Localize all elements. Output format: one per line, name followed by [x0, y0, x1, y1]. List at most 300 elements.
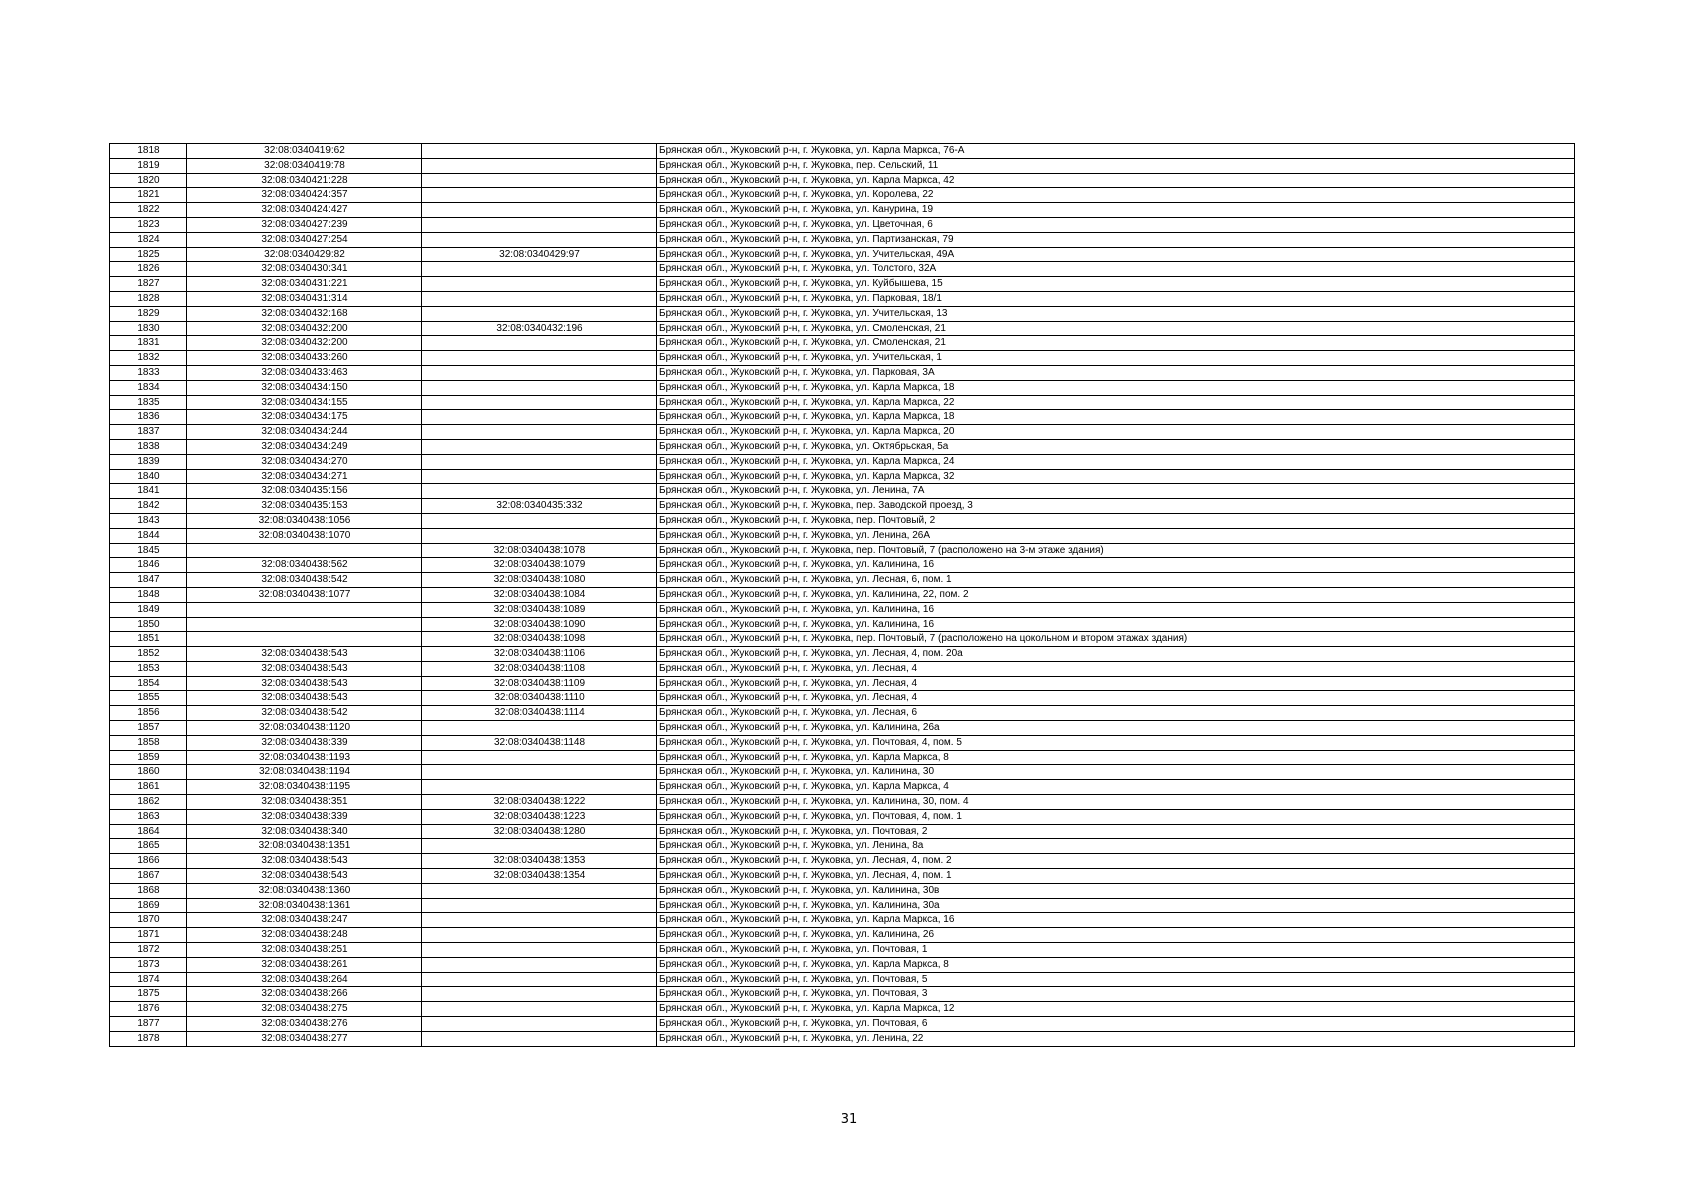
row-number-cell: 1877	[110, 1017, 187, 1032]
row-number-cell: 1868	[110, 883, 187, 898]
address-cell: Брянская обл., Жуковский р-н, г. Жуковка, ул. Канурина, 19	[657, 203, 1575, 218]
building-cadastral-number-cell: 32:08:0340438:1106	[422, 647, 657, 662]
building-cadastral-number-cell	[422, 203, 657, 218]
address-cell: Брянская обл., Жуковский р-н, г. Жуковка, пер. Почтовый, 2	[657, 513, 1575, 528]
land-cadastral-number-cell: 32:08:0340438:248	[187, 928, 422, 943]
address-cell: Брянская обл., Жуковский р-н, г. Жуковка, ул. Учительская, 13	[657, 306, 1575, 321]
row-number-cell: 1836	[110, 410, 187, 425]
land-cadastral-number-cell: 32:08:0340434:249	[187, 439, 422, 454]
row-number-cell: 1819	[110, 158, 187, 173]
table-row	[110, 395, 1575, 410]
land-cadastral-number-cell: 32:08:0340435:153	[187, 499, 422, 514]
row-number-cell: 1860	[110, 765, 187, 780]
row-number-cell: 1873	[110, 957, 187, 972]
table-row	[110, 661, 1575, 676]
building-cadastral-number-cell: 32:08:0340435:332	[422, 499, 657, 514]
address-cell: Брянская обл., Жуковский р-н, г. Жуковка, ул. Октябрьская, 5а	[657, 439, 1575, 454]
row-number-cell: 1829	[110, 306, 187, 321]
table-row	[110, 217, 1575, 232]
building-cadastral-number-cell: 32:08:0340438:1109	[422, 676, 657, 691]
address-cell: Брянская обл., Жуковский р-н, г. Жуковка, ул. Почтовая, 4, пом. 5	[657, 735, 1575, 750]
building-cadastral-number-cell	[422, 439, 657, 454]
address-cell: Брянская обл., Жуковский р-н, г. Жуковка, ул. Карла Маркса, 18	[657, 380, 1575, 395]
table-row	[110, 765, 1575, 780]
row-number-cell: 1843	[110, 513, 187, 528]
building-cadastral-number-cell: 32:08:0340438:1080	[422, 573, 657, 588]
row-number-cell: 1848	[110, 587, 187, 602]
building-cadastral-number-cell	[422, 780, 657, 795]
row-number-cell: 1828	[110, 291, 187, 306]
building-cadastral-number-cell	[422, 262, 657, 277]
table-row	[110, 410, 1575, 425]
table-row	[110, 750, 1575, 765]
table-row	[110, 632, 1575, 647]
address-cell: Брянская обл., Жуковский р-н, г. Жуковка, пер. Сельский, 11	[657, 158, 1575, 173]
row-number-cell: 1874	[110, 972, 187, 987]
address-cell: Брянская обл., Жуковский р-н, г. Жуковка, ул. Лесная, 4	[657, 661, 1575, 676]
address-cell: Брянская обл., Жуковский р-н, г. Жуковка, ул. Лесная, 4, пом. 2	[657, 854, 1575, 869]
land-cadastral-number-cell: 32:08:0340438:339	[187, 809, 422, 824]
land-cadastral-number-cell: 32:08:0340431:221	[187, 277, 422, 292]
address-cell: Брянская обл., Жуковский р-н, г. Жуковка, ул. Лесная, 4, пом. 1	[657, 869, 1575, 884]
address-cell: Брянская обл., Жуковский р-н, г. Жуковка, пер. Почтовый, 7 (расположено на цокольном и втором этажах здания)	[657, 632, 1575, 647]
land-cadastral-number-cell: 32:08:0340438:261	[187, 957, 422, 972]
address-cell: Брянская обл., Жуковский р-н, г. Жуковка, пер. Заводской проезд, 3	[657, 499, 1575, 514]
building-cadastral-number-cell	[422, 336, 657, 351]
address-cell: Брянская обл., Жуковский р-н, г. Жуковка, ул. Калинина, 30а	[657, 898, 1575, 913]
row-number-cell: 1827	[110, 277, 187, 292]
land-cadastral-number-cell: 32:08:0340432:200	[187, 321, 422, 336]
land-cadastral-number-cell: 32:08:0340438:277	[187, 1031, 422, 1046]
building-cadastral-number-cell: 32:08:0340438:1090	[422, 617, 657, 632]
table-row	[110, 247, 1575, 262]
row-number-cell: 1864	[110, 824, 187, 839]
land-cadastral-number-cell: 32:08:0340431:314	[187, 291, 422, 306]
table-row	[110, 898, 1575, 913]
building-cadastral-number-cell: 32:08:0340438:1114	[422, 706, 657, 721]
address-cell: Брянская обл., Жуковский р-н, г. Жуковка, ул. Ленина, 8а	[657, 839, 1575, 854]
table-row	[110, 277, 1575, 292]
address-cell: Брянская обл., Жуковский р-н, г. Жуковка, ул. Королева, 22	[657, 188, 1575, 203]
table-row	[110, 336, 1575, 351]
building-cadastral-number-cell	[422, 1031, 657, 1046]
land-cadastral-number-cell: 32:08:0340427:239	[187, 217, 422, 232]
building-cadastral-number-cell	[422, 957, 657, 972]
table-row	[110, 573, 1575, 588]
building-cadastral-number-cell: 32:08:0340429:97	[422, 247, 657, 262]
building-cadastral-number-cell: 32:08:0340438:1089	[422, 602, 657, 617]
land-cadastral-number-cell	[187, 543, 422, 558]
land-cadastral-number-cell: 32:08:0340438:1361	[187, 898, 422, 913]
address-cell: Брянская обл., Жуковский р-н, г. Жуковка, ул. Почтовая, 1	[657, 943, 1575, 958]
building-cadastral-number-cell	[422, 469, 657, 484]
row-number-cell: 1870	[110, 913, 187, 928]
land-cadastral-number-cell	[187, 632, 422, 647]
land-cadastral-number-cell	[187, 617, 422, 632]
land-cadastral-number-cell: 32:08:0340438:1070	[187, 528, 422, 543]
building-cadastral-number-cell	[422, 513, 657, 528]
table-row	[110, 499, 1575, 514]
table-row	[110, 587, 1575, 602]
table-row	[110, 647, 1575, 662]
building-cadastral-number-cell	[422, 1017, 657, 1032]
building-cadastral-number-cell	[422, 188, 657, 203]
land-cadastral-number-cell: 32:08:0340432:168	[187, 306, 422, 321]
land-cadastral-number-cell: 32:08:0340435:156	[187, 484, 422, 499]
building-cadastral-number-cell	[422, 277, 657, 292]
address-cell: Брянская обл., Жуковский р-н, г. Жуковка, ул. Лесная, 4	[657, 676, 1575, 691]
land-cadastral-number-cell: 32:08:0340434:175	[187, 410, 422, 425]
address-cell: Брянская обл., Жуковский р-н, г. Жуковка, ул. Карла Маркса, 42	[657, 173, 1575, 188]
land-cadastral-number-cell: 32:08:0340438:251	[187, 943, 422, 958]
land-cadastral-number-cell: 32:08:0340438:275	[187, 1002, 422, 1017]
land-cadastral-number-cell: 32:08:0340438:1360	[187, 883, 422, 898]
row-number-cell: 1830	[110, 321, 187, 336]
address-cell: Брянская обл., Жуковский р-н, г. Жуковка, ул. Карла Маркса, 8	[657, 957, 1575, 972]
building-cadastral-number-cell: 32:08:0340438:1079	[422, 558, 657, 573]
row-number-cell: 1867	[110, 869, 187, 884]
land-cadastral-number-cell: 32:08:0340438:340	[187, 824, 422, 839]
building-cadastral-number-cell	[422, 765, 657, 780]
row-number-cell: 1865	[110, 839, 187, 854]
row-number-cell: 1859	[110, 750, 187, 765]
table-row	[110, 735, 1575, 750]
address-cell: Брянская обл., Жуковский р-н, г. Жуковка, ул. Карла Маркса, 12	[657, 1002, 1575, 1017]
address-cell: Брянская обл., Жуковский р-н, г. Жуковка, ул. Почтовая, 2	[657, 824, 1575, 839]
land-cadastral-number-cell: 32:08:0340438:266	[187, 987, 422, 1002]
address-cell: Брянская обл., Жуковский р-н, г. Жуковка, ул. Карла Маркса, 16	[657, 913, 1575, 928]
row-number-cell: 1835	[110, 395, 187, 410]
row-number-cell: 1851	[110, 632, 187, 647]
address-cell: Брянская обл., Жуковский р-н, г. Жуковка, ул. Смоленская, 21	[657, 336, 1575, 351]
land-cadastral-number-cell: 32:08:0340424:357	[187, 188, 422, 203]
land-cadastral-number-cell: 32:08:0340427:254	[187, 232, 422, 247]
row-number-cell: 1837	[110, 425, 187, 440]
row-number-cell: 1832	[110, 351, 187, 366]
land-cadastral-number-cell: 32:08:0340438:543	[187, 676, 422, 691]
table-row	[110, 232, 1575, 247]
address-cell: Брянская обл., Жуковский р-н, г. Жуковка, ул. Куйбышева, 15	[657, 277, 1575, 292]
row-number-cell: 1823	[110, 217, 187, 232]
row-number-cell: 1869	[110, 898, 187, 913]
address-cell: Брянская обл., Жуковский р-н, г. Жуковка, ул. Карла Маркса, 32	[657, 469, 1575, 484]
address-cell: Брянская обл., Жуковский р-н, г. Жуковка, ул. Лесная, 4	[657, 691, 1575, 706]
building-cadastral-number-cell	[422, 528, 657, 543]
land-cadastral-number-cell: 32:08:0340438:1077	[187, 587, 422, 602]
row-number-cell: 1842	[110, 499, 187, 514]
table-row	[110, 913, 1575, 928]
building-cadastral-number-cell: 32:08:0340438:1098	[422, 632, 657, 647]
address-cell: Брянская обл., Жуковский р-н, г. Жуковка, ул. Ленина, 7А	[657, 484, 1575, 499]
row-number-cell: 1861	[110, 780, 187, 795]
row-number-cell: 1871	[110, 928, 187, 943]
building-cadastral-number-cell	[422, 291, 657, 306]
row-number-cell: 1850	[110, 617, 187, 632]
building-cadastral-number-cell	[422, 972, 657, 987]
address-cell: Брянская обл., Жуковский р-н, г. Жуковка, ул. Почтовая, 6	[657, 1017, 1575, 1032]
land-cadastral-number-cell: 32:08:0340432:200	[187, 336, 422, 351]
row-number-cell: 1866	[110, 854, 187, 869]
property-table	[109, 143, 1575, 1047]
building-cadastral-number-cell	[422, 158, 657, 173]
building-cadastral-number-cell: 32:08:0340438:1353	[422, 854, 657, 869]
land-cadastral-number-cell: 32:08:0340430:341	[187, 262, 422, 277]
row-number-cell: 1854	[110, 676, 187, 691]
address-cell: Брянская обл., Жуковский р-н, г. Жуковка, ул. Калинина, 26а	[657, 721, 1575, 736]
row-number-cell: 1858	[110, 735, 187, 750]
table-row	[110, 558, 1575, 573]
land-cadastral-number-cell: 32:08:0340438:543	[187, 869, 422, 884]
table-row	[110, 291, 1575, 306]
building-cadastral-number-cell: 32:08:0340438:1110	[422, 691, 657, 706]
building-cadastral-number-cell	[422, 217, 657, 232]
row-number-cell: 1824	[110, 232, 187, 247]
table-row	[110, 351, 1575, 366]
land-cadastral-number-cell: 32:08:0340434:155	[187, 395, 422, 410]
table-row	[110, 883, 1575, 898]
row-number-cell: 1844	[110, 528, 187, 543]
building-cadastral-number-cell: 32:08:0340438:1084	[422, 587, 657, 602]
table-row	[110, 365, 1575, 380]
address-cell: Брянская обл., Жуковский р-н, г. Жуковка, ул. Толстого, 32А	[657, 262, 1575, 277]
building-cadastral-number-cell	[422, 395, 657, 410]
building-cadastral-number-cell	[422, 839, 657, 854]
table-row	[110, 439, 1575, 454]
row-number-cell: 1839	[110, 454, 187, 469]
address-cell: Брянская обл., Жуковский р-н, г. Жуковка, ул. Карла Маркса, 4	[657, 780, 1575, 795]
address-cell: Брянская обл., Жуковский р-н, г. Жуковка, ул. Лесная, 4, пом. 20а	[657, 647, 1575, 662]
land-cadastral-number-cell: 32:08:0340438:543	[187, 647, 422, 662]
building-cadastral-number-cell	[422, 987, 657, 1002]
address-cell: Брянская обл., Жуковский р-н, г. Жуковка, ул. Калинина, 16	[657, 602, 1575, 617]
address-cell: Брянская обл., Жуковский р-н, г. Жуковка, ул. Партизанская, 79	[657, 232, 1575, 247]
table-row	[110, 144, 1575, 159]
land-cadastral-number-cell: 32:08:0340433:260	[187, 351, 422, 366]
address-cell: Брянская обл., Жуковский р-н, г. Жуковка, ул. Калинина, 16	[657, 617, 1575, 632]
building-cadastral-number-cell: 32:08:0340438:1078	[422, 543, 657, 558]
land-cadastral-number-cell: 32:08:0340438:542	[187, 706, 422, 721]
table-row	[110, 203, 1575, 218]
land-cadastral-number-cell: 32:08:0340421:228	[187, 173, 422, 188]
table-row	[110, 262, 1575, 277]
table-row	[110, 795, 1575, 810]
land-cadastral-number-cell: 32:08:0340434:270	[187, 454, 422, 469]
land-cadastral-number-cell: 32:08:0340438:543	[187, 691, 422, 706]
building-cadastral-number-cell: 32:08:0340438:1148	[422, 735, 657, 750]
table-row	[110, 869, 1575, 884]
building-cadastral-number-cell	[422, 721, 657, 736]
building-cadastral-number-cell	[422, 144, 657, 159]
address-cell: Брянская обл., Жуковский р-н, г. Жуковка, ул. Карла Маркса, 76-А	[657, 144, 1575, 159]
row-number-cell: 1831	[110, 336, 187, 351]
table-row	[110, 691, 1575, 706]
table-row	[110, 957, 1575, 972]
row-number-cell: 1838	[110, 439, 187, 454]
table-row	[110, 513, 1575, 528]
table-row	[110, 306, 1575, 321]
address-cell: Брянская обл., Жуковский р-н, г. Жуковка, ул. Цветочная, 6	[657, 217, 1575, 232]
land-cadastral-number-cell: 32:08:0340424:427	[187, 203, 422, 218]
building-cadastral-number-cell	[422, 351, 657, 366]
row-number-cell: 1846	[110, 558, 187, 573]
building-cadastral-number-cell: 32:08:0340438:1223	[422, 809, 657, 824]
land-cadastral-number-cell: 32:08:0340438:543	[187, 854, 422, 869]
address-cell: Брянская обл., Жуковский р-н, г. Жуковка, ул. Учительская, 1	[657, 351, 1575, 366]
table-row	[110, 839, 1575, 854]
table-row	[110, 173, 1575, 188]
address-cell: Брянская обл., Жуковский р-н, г. Жуковка, ул. Почтовая, 3	[657, 987, 1575, 1002]
address-cell: Брянская обл., Жуковский р-н, г. Жуковка, ул. Лесная, 6	[657, 706, 1575, 721]
table-row	[110, 721, 1575, 736]
land-cadastral-number-cell: 32:08:0340438:247	[187, 913, 422, 928]
row-number-cell: 1876	[110, 1002, 187, 1017]
land-cadastral-number-cell: 32:08:0340419:62	[187, 144, 422, 159]
land-cadastral-number-cell: 32:08:0340434:271	[187, 469, 422, 484]
building-cadastral-number-cell: 32:08:0340438:1280	[422, 824, 657, 839]
table-row	[110, 676, 1575, 691]
table-row	[110, 528, 1575, 543]
row-number-cell: 1862	[110, 795, 187, 810]
table-row	[110, 602, 1575, 617]
land-cadastral-number-cell: 32:08:0340419:78	[187, 158, 422, 173]
row-number-cell: 1818	[110, 144, 187, 159]
address-cell: Брянская обл., Жуковский р-н, г. Жуковка, ул. Почтовая, 4, пом. 1	[657, 809, 1575, 824]
building-cadastral-number-cell	[422, 232, 657, 247]
row-number-cell: 1872	[110, 943, 187, 958]
table-row	[110, 380, 1575, 395]
row-number-cell: 1821	[110, 188, 187, 203]
land-cadastral-number-cell: 32:08:0340438:1351	[187, 839, 422, 854]
building-cadastral-number-cell	[422, 928, 657, 943]
page-number: 31	[840, 1112, 858, 1127]
land-cadastral-number-cell: 32:08:0340429:82	[187, 247, 422, 262]
row-number-cell: 1841	[110, 484, 187, 499]
row-number-cell: 1834	[110, 380, 187, 395]
land-cadastral-number-cell: 32:08:0340438:276	[187, 1017, 422, 1032]
table-row	[110, 617, 1575, 632]
address-cell: Брянская обл., Жуковский р-н, г. Жуковка, ул. Почтовая, 5	[657, 972, 1575, 987]
address-cell: Брянская обл., Жуковский р-н, г. Жуковка, ул. Калинина, 30	[657, 765, 1575, 780]
row-number-cell: 1826	[110, 262, 187, 277]
building-cadastral-number-cell	[422, 410, 657, 425]
building-cadastral-number-cell	[422, 425, 657, 440]
table-row	[110, 1002, 1575, 1017]
building-cadastral-number-cell	[422, 173, 657, 188]
building-cadastral-number-cell	[422, 380, 657, 395]
row-number-cell: 1833	[110, 365, 187, 380]
building-cadastral-number-cell	[422, 484, 657, 499]
row-number-cell: 1825	[110, 247, 187, 262]
row-number-cell: 1855	[110, 691, 187, 706]
land-cadastral-number-cell: 32:08:0340438:543	[187, 661, 422, 676]
land-cadastral-number-cell: 32:08:0340438:1194	[187, 765, 422, 780]
row-number-cell: 1853	[110, 661, 187, 676]
row-number-cell: 1857	[110, 721, 187, 736]
address-cell: Брянская обл., Жуковский р-н, г. Жуковка, ул. Карла Маркса, 8	[657, 750, 1575, 765]
address-cell: Брянская обл., Жуковский р-н, г. Жуковка, ул. Парковая, 18/1	[657, 291, 1575, 306]
land-cadastral-number-cell	[187, 602, 422, 617]
building-cadastral-number-cell: 32:08:0340432:196	[422, 321, 657, 336]
building-cadastral-number-cell: 32:08:0340438:1108	[422, 661, 657, 676]
building-cadastral-number-cell	[422, 898, 657, 913]
building-cadastral-number-cell	[422, 454, 657, 469]
land-cadastral-number-cell: 32:08:0340438:351	[187, 795, 422, 810]
address-cell: Брянская обл., Жуковский р-н, г. Жуковка, ул. Карла Маркса, 24	[657, 454, 1575, 469]
address-cell: Брянская обл., Жуковский р-н, г. Жуковка, ул. Карла Маркса, 18	[657, 410, 1575, 425]
table-row	[110, 425, 1575, 440]
row-number-cell: 1852	[110, 647, 187, 662]
address-cell: Брянская обл., Жуковский р-н, г. Жуковка, ул. Калинина, 26	[657, 928, 1575, 943]
address-cell: Брянская обл., Жуковский р-н, г. Жуковка, ул. Калинина, 16	[657, 558, 1575, 573]
row-number-cell: 1863	[110, 809, 187, 824]
land-cadastral-number-cell: 32:08:0340434:244	[187, 425, 422, 440]
land-cadastral-number-cell: 32:08:0340438:1056	[187, 513, 422, 528]
table-row	[110, 158, 1575, 173]
row-number-cell: 1840	[110, 469, 187, 484]
building-cadastral-number-cell	[422, 943, 657, 958]
property-table-body	[110, 144, 1575, 1047]
building-cadastral-number-cell	[422, 1002, 657, 1017]
address-cell: Брянская обл., Жуковский р-н, г. Жуковка, ул. Ленина, 22	[657, 1031, 1575, 1046]
row-number-cell: 1856	[110, 706, 187, 721]
row-number-cell: 1822	[110, 203, 187, 218]
address-cell: Брянская обл., Жуковский р-н, г. Жуковка, ул. Калинина, 22, пом. 2	[657, 587, 1575, 602]
table-row	[110, 854, 1575, 869]
address-cell: Брянская обл., Жуковский р-н, г. Жуковка, ул. Учительская, 49А	[657, 247, 1575, 262]
table-row	[110, 469, 1575, 484]
table-row	[110, 780, 1575, 795]
table-row	[110, 484, 1575, 499]
address-cell: Брянская обл., Жуковский р-н, г. Жуковка, ул. Ленина, 26А	[657, 528, 1575, 543]
land-cadastral-number-cell: 32:08:0340438:1195	[187, 780, 422, 795]
table-row	[110, 824, 1575, 839]
table-row	[110, 543, 1575, 558]
row-number-cell: 1847	[110, 573, 187, 588]
address-cell: Брянская обл., Жуковский р-н, г. Жуковка, ул. Лесная, 6, пом. 1	[657, 573, 1575, 588]
table-row	[110, 987, 1575, 1002]
row-number-cell: 1875	[110, 987, 187, 1002]
row-number-cell: 1878	[110, 1031, 187, 1046]
address-cell: Брянская обл., Жуковский р-н, г. Жуковка, ул. Карла Маркса, 22	[657, 395, 1575, 410]
address-cell: Брянская обл., Жуковский р-н, г. Жуковка, ул. Калинина, 30, пом. 4	[657, 795, 1575, 810]
table-row	[110, 972, 1575, 987]
table-row	[110, 928, 1575, 943]
row-number-cell: 1845	[110, 543, 187, 558]
building-cadastral-number-cell: 32:08:0340438:1354	[422, 869, 657, 884]
address-cell: Брянская обл., Жуковский р-н, г. Жуковка, ул. Карла Маркса, 20	[657, 425, 1575, 440]
table-row	[110, 188, 1575, 203]
row-number-cell: 1849	[110, 602, 187, 617]
table-row	[110, 943, 1575, 958]
address-cell: Брянская обл., Жуковский р-н, г. Жуковка, ул. Калинина, 30в	[657, 883, 1575, 898]
address-cell: Брянская обл., Жуковский р-н, г. Жуковка, пер. Почтовый, 7 (расположено на 3-м этаже здания)	[657, 543, 1575, 558]
address-cell: Брянская обл., Жуковский р-н, г. Жуковка, ул. Парковая, 3А	[657, 365, 1575, 380]
table-row	[110, 1031, 1575, 1046]
land-cadastral-number-cell: 32:08:0340434:150	[187, 380, 422, 395]
table-row	[110, 454, 1575, 469]
row-number-cell: 1820	[110, 173, 187, 188]
table-row	[110, 321, 1575, 336]
land-cadastral-number-cell: 32:08:0340438:1120	[187, 721, 422, 736]
building-cadastral-number-cell	[422, 913, 657, 928]
address-cell: Брянская обл., Жуковский р-н, г. Жуковка, ул. Смоленская, 21	[657, 321, 1575, 336]
land-cadastral-number-cell: 32:08:0340438:542	[187, 573, 422, 588]
building-cadastral-number-cell	[422, 883, 657, 898]
building-cadastral-number-cell	[422, 306, 657, 321]
table-row	[110, 809, 1575, 824]
building-cadastral-number-cell	[422, 750, 657, 765]
land-cadastral-number-cell: 32:08:0340438:1193	[187, 750, 422, 765]
